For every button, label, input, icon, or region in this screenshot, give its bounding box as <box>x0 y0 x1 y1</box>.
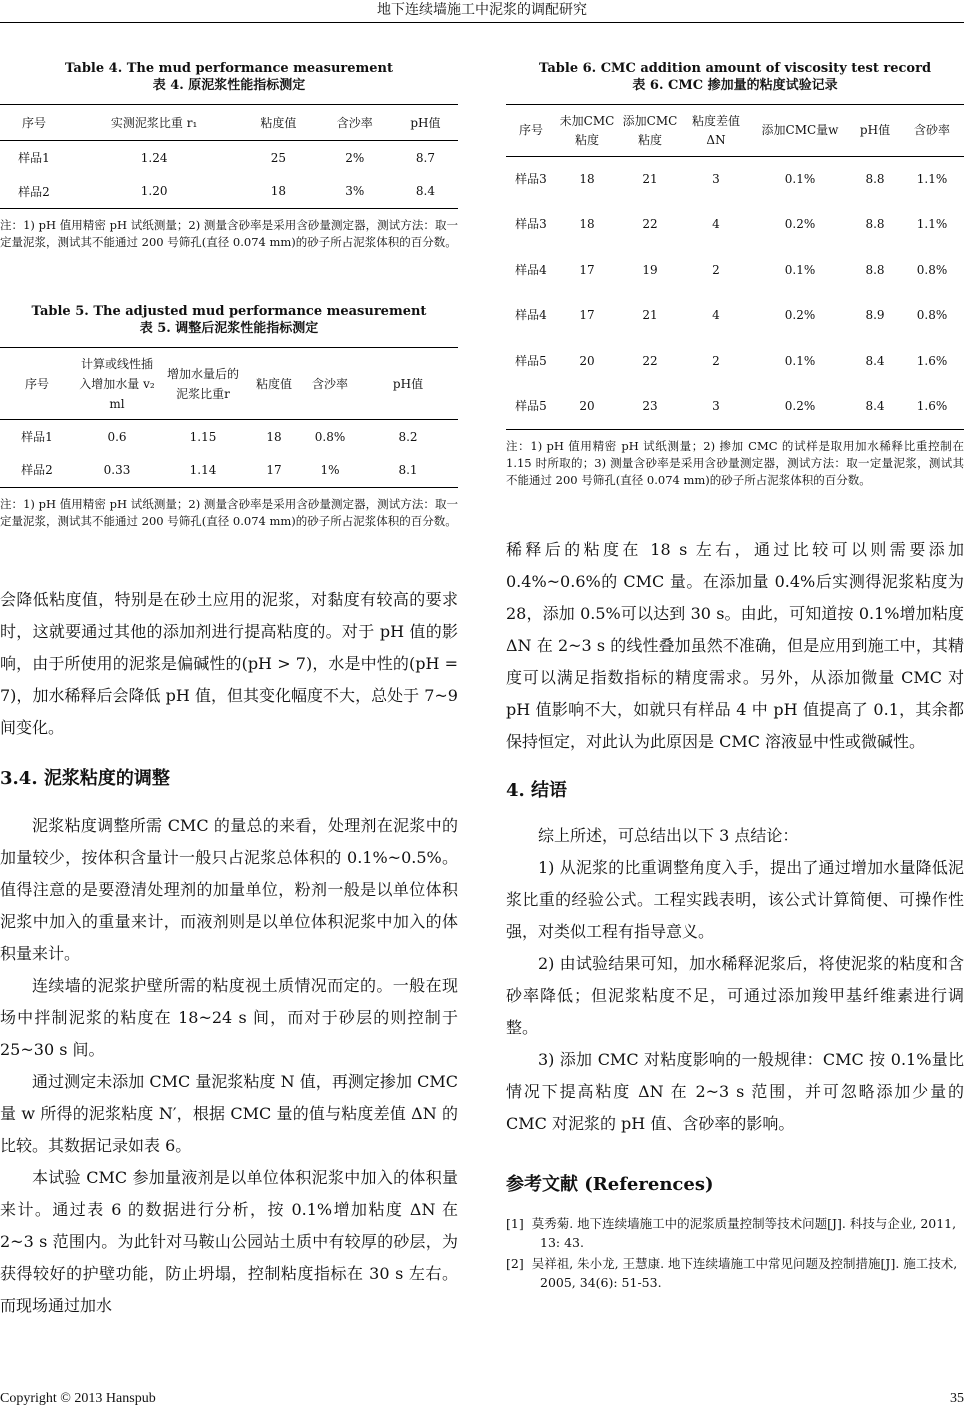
table5-block <box>0 303 458 530</box>
body-paragraph: 会降低粘度值，特别是在砂土应用的泥浆，对黏度有较高的要求时，这就要通过其他的添加剂进行提高粘度的。对于 pH 值的影响，由于所使用的泥浆是偏碱性的(pH > 7)，水是中性的(pH = 7)，加水稀释后会降低 pH 值，但其变化幅度不大，总处于 7~9 间变化。 <box>0 590 458 737</box>
table5-header: 增加水量后的泥浆比重r <box>166 366 239 401</box>
table5-cell: 18 <box>266 429 282 444</box>
table6-cell: 0.1% <box>784 262 816 277</box>
table6-cell: 0.2% <box>784 399 816 413</box>
table5-caption-en: Table 5. The adjusted mud performance measurement <box>31 304 427 319</box>
table-row <box>506 384 964 430</box>
body-paragraph: 通过测定未添加 CMC 量泥浆粘度 N 值，再测定掺加 CMC 量 w 所得的泥浆粘度 N′，根据 CMC 量的值与粘度差值 ΔN 的比较。其数据记录如表 6。 <box>0 1072 458 1155</box>
table6-cell: 0.1% <box>784 353 816 368</box>
table5-cell: 0.8% <box>314 429 346 444</box>
table6-cell: 0.8% <box>916 308 948 323</box>
table6-cell: 4 <box>712 217 720 232</box>
reference-item <box>506 1254 964 1292</box>
table6-cell: 18 <box>579 172 595 186</box>
reference-item <box>506 1214 964 1252</box>
reference-text: 吴祥祖, 朱小龙, 王慧康. 地下连续墙施工中常见问题及控制措施[J]. 施工技术, 2005, 34(6): 51-53. <box>531 1256 958 1290</box>
body-paragraph: 稀释后的粘度在 18 s 左右，通过比较可以则需要添加 0.4%~0.6%的 CMC 量。在添加量 0.4%后实测得泥浆粘度为 28，添加 0.5%可以达到 30 s。由此，可知道按 0.1%增加粘度 ΔN 在 2~3 s 的线性叠加虽然不准确，但是应用到施工中，其精度可以满足指数指标的精度需求。另外，从添加微量 CMC 对 pH 值影响不大，如就只有样品 4 中 pH 值提高了 0.1，其余都保持恒定，对此认为此原因是 CMC 溶液显中性或微碱性。 <box>506 540 964 751</box>
table6-cell: 1.1% <box>916 172 948 186</box>
table5-cell: 1% <box>320 463 340 478</box>
table5-cell: 17 <box>266 463 282 478</box>
table6-cell: 8.8 <box>865 262 885 277</box>
table6-cell: 0.2% <box>784 217 816 232</box>
table6-cell: 18 <box>579 217 595 232</box>
table4-header: pH值 <box>410 116 441 130</box>
table5-header: 粘度值 <box>255 376 292 391</box>
table5-header: 含沙率 <box>311 376 348 391</box>
table6-cell: 0.8% <box>916 262 948 277</box>
table6-cell: 1.6% <box>916 353 948 368</box>
table6-cell: 22 <box>642 217 658 232</box>
table-row <box>0 454 458 488</box>
table6-cell: 20 <box>579 399 595 413</box>
table-row <box>0 420 458 454</box>
table6-cell: 样品4 <box>515 308 547 323</box>
table4-cell: 1.20 <box>140 184 168 199</box>
table-row <box>506 202 964 248</box>
table5-header: 序号 <box>24 376 49 391</box>
table5-cell: 样品1 <box>21 429 53 444</box>
conclusion-item: 1) 从泥浆的比重调整角度入手，提出了通过增加水量降低泥浆比重的经验公式。工程实践表明，该公式计算简便、可操作性强，对类似工程有指导意义。 <box>506 858 964 941</box>
table6-header: 序号 <box>518 123 543 137</box>
table4-cell: 2% <box>345 150 365 165</box>
table6-cell: 4 <box>712 308 720 323</box>
table6-caption-zh: 表 6. CMC 掺加量的粘度试验记录 <box>632 78 838 93</box>
table5-cell: 0.6 <box>107 429 127 444</box>
table6-cell: 17 <box>579 308 595 323</box>
table6-block <box>506 60 964 489</box>
table5-header: 计算或线性插入增加水量 v₂ ml <box>79 356 155 411</box>
table6-cell: 8.9 <box>865 308 885 323</box>
table4-cell: 18 <box>270 184 287 199</box>
table6-cell: 样品3 <box>515 217 547 232</box>
table4-note: 注：1) pH 值用精密 pH 试纸测量；2) 测量含砂率是采用含砂量测定器，测试方法：取一定量泥浆，测试其不能通过 200 号筛孔(直径 0.074 mm)的砂子所占泥浆体积的百分数。 <box>0 218 458 249</box>
copyright: Copyright © 2013 Hanspub <box>0 1391 156 1406</box>
table6-header: 粘度差值ΔN <box>691 113 740 147</box>
table5-cell: 0.33 <box>103 463 131 478</box>
table5 <box>0 347 458 488</box>
table4-cell: 8.7 <box>415 150 435 165</box>
table6-cell: 21 <box>642 308 658 323</box>
table4-header: 实测泥浆比重 r₁ <box>110 116 198 130</box>
page-number: 35 <box>950 1391 964 1406</box>
table6-cell: 样品3 <box>515 172 547 186</box>
table6-cell: 22 <box>642 353 658 368</box>
table6-cell: 1.6% <box>916 399 948 413</box>
table6-header: 含砂率 <box>913 123 950 137</box>
table6-cell: 2 <box>712 353 720 368</box>
table6-caption-en: Table 6. CMC addition amount of viscosity test record <box>538 61 932 76</box>
table4-cell: 样品2 <box>18 184 50 199</box>
table-row <box>0 175 458 209</box>
table4-cell: 25 <box>270 150 287 165</box>
table4-cell: 3% <box>345 184 365 199</box>
table6-cell: 8.4 <box>865 399 885 413</box>
table5-header: pH值 <box>392 376 424 391</box>
section-heading-4: 4. 结语 <box>506 780 568 801</box>
table4-cell: 8.4 <box>415 184 435 199</box>
table6-cell: 8.4 <box>865 353 885 368</box>
table4-caption-zh: 表 4. 原泥浆性能指标测定 <box>152 78 306 93</box>
table6-cell: 3 <box>712 172 720 186</box>
table-row <box>506 293 964 339</box>
table6-note: 注：1) pH 值用精密 pH 试纸测量；2) 掺加 CMC 的试样是取用加水稀释比重控制在 1.15 时所取的；3) 测量含砂率是采用含砂量测定器，测试方法：取一定量泥浆，测试其不能通过 200 号筛孔(直径 0.074 mm)的砂子所占泥浆体积的百分数。 <box>506 439 964 487</box>
table4-header: 含沙率 <box>336 116 373 130</box>
running-header: 地下连续墙施工中泥浆的调配研究 <box>377 2 587 18</box>
table5-caption-zh: 表 5. 调整后泥浆性能指标测定 <box>139 321 319 336</box>
table6-header: pH值 <box>859 123 891 137</box>
reference-text: 莫秀菊. 地下连续墙施工中的泥浆质量控制等技术问题[J]. 科技与企业, 2011, 13: 43. <box>531 1216 957 1250</box>
table6-cell: 23 <box>642 399 658 413</box>
table5-cell: 8.1 <box>398 463 418 478</box>
table6-cell: 样品5 <box>515 399 547 413</box>
body-paragraph: 泥浆粘度调整所需 CMC 的量总的来看，处理剂在泥浆中的加量较少，按体积含量计一般只占泥浆总体积的 0.1%~0.5%。值得注意的是要澄清处理剂的加量单位，粉剂一般是以单位体积泥浆中加入的重量来计，而液剂则是以单位体积泥浆中加入的体积量来计。 <box>0 816 458 963</box>
table6-cell: 2 <box>712 262 720 277</box>
table6-cell: 19 <box>642 262 658 277</box>
table4-header: 粘度值 <box>260 116 297 130</box>
body-paragraph: 连续墙的泥浆护壁所需的粘度视土质情况而定的。一般在现场中拌制泥浆的粘度在 18~24 s 间，而对于砂层的则控制于 25~30 s 间。 <box>0 976 458 1059</box>
table5-cell: 8.2 <box>398 429 418 444</box>
section-heading-3-4: 3.4. 泥浆粘度的调整 <box>0 768 170 789</box>
table6-cell: 样品4 <box>515 262 547 277</box>
table5-note: 注：1) pH 值用精密 pH 试纸测量；2) 测量含砂率是采用含砂量测定器，测试方法：取一定量泥浆，测试其不能通过 200 号筛孔(直径 0.074 mm)的砂子所占泥浆体积的百分数。 <box>0 497 458 528</box>
table6-header: 添加CMC粘度 <box>622 113 678 147</box>
table-row <box>506 339 964 385</box>
left-body <box>0 584 458 1322</box>
reference-number: [1] <box>506 1216 524 1231</box>
table6-cell: 1.1% <box>916 217 948 232</box>
table6-cell: 21 <box>642 172 658 186</box>
table6-header: 添加CMC量w <box>761 123 839 137</box>
table-row <box>506 248 964 294</box>
table6-cell: 8.8 <box>865 217 885 232</box>
reference-number: [2] <box>506 1256 524 1271</box>
table5-cell: 1.14 <box>189 463 217 478</box>
table6-cell: 样品5 <box>515 353 547 368</box>
table5-cell: 1.15 <box>189 429 217 444</box>
header-rule <box>0 22 964 23</box>
conclusion-item: 3) 添加 CMC 对粘度影响的一般规律：CMC 按 0.1%量比情况下提高粘度 ΔN 在 2~3 s 范围，并可忽略添加少量的 CMC 对泥浆的 pH 值、含砂率的影响。 <box>506 1050 964 1133</box>
conclusion-intro: 综上所述，可总结出以下 3 点结论： <box>538 826 799 845</box>
conclusion-item: 2) 由试验结果可知，加水稀释泥浆后，将使泥浆的粘度和含砂率降低；但泥浆粘度不足，可通过添加羧甲基纤维素进行调整。 <box>506 954 964 1037</box>
table6-cell: 3 <box>712 399 720 413</box>
table4-block <box>0 60 458 251</box>
table4-cell: 样品1 <box>18 151 50 166</box>
table4-cell: 1.24 <box>140 150 168 165</box>
body-paragraph: 本试验 CMC 参加量液剂是以单位体积泥浆中加入的体积量来计。通过表 6 的数据进行分析，按 0.1%增加粘度 ΔN 在 2~3 s 范围内。为此针对马鞍山公园站土质中有较厚的砂层，为获得较好的护壁功能，防止坍塌，控制粘度指标在 30 s 左右。而现场通过加水 <box>0 1168 458 1315</box>
table6-cell: 17 <box>579 262 595 277</box>
table6-header: 未加CMC粘度 <box>559 113 615 147</box>
table5-cell: 样品2 <box>21 463 53 478</box>
table4 <box>0 104 458 209</box>
table4-caption-en: Table 4. The mud performance measurement <box>64 61 393 76</box>
table6-cell: 0.2% <box>784 308 816 323</box>
table-row <box>0 141 458 175</box>
table6-cell: 8.8 <box>865 172 885 186</box>
table4-header: 序号 <box>21 116 46 130</box>
references-heading: 参考文献 (References) <box>506 1174 714 1195</box>
table6-cell: 0.1% <box>784 172 816 186</box>
right-body <box>506 534 964 1294</box>
table-row <box>506 157 964 203</box>
table6-cell: 20 <box>579 353 595 368</box>
table6 <box>506 104 964 430</box>
